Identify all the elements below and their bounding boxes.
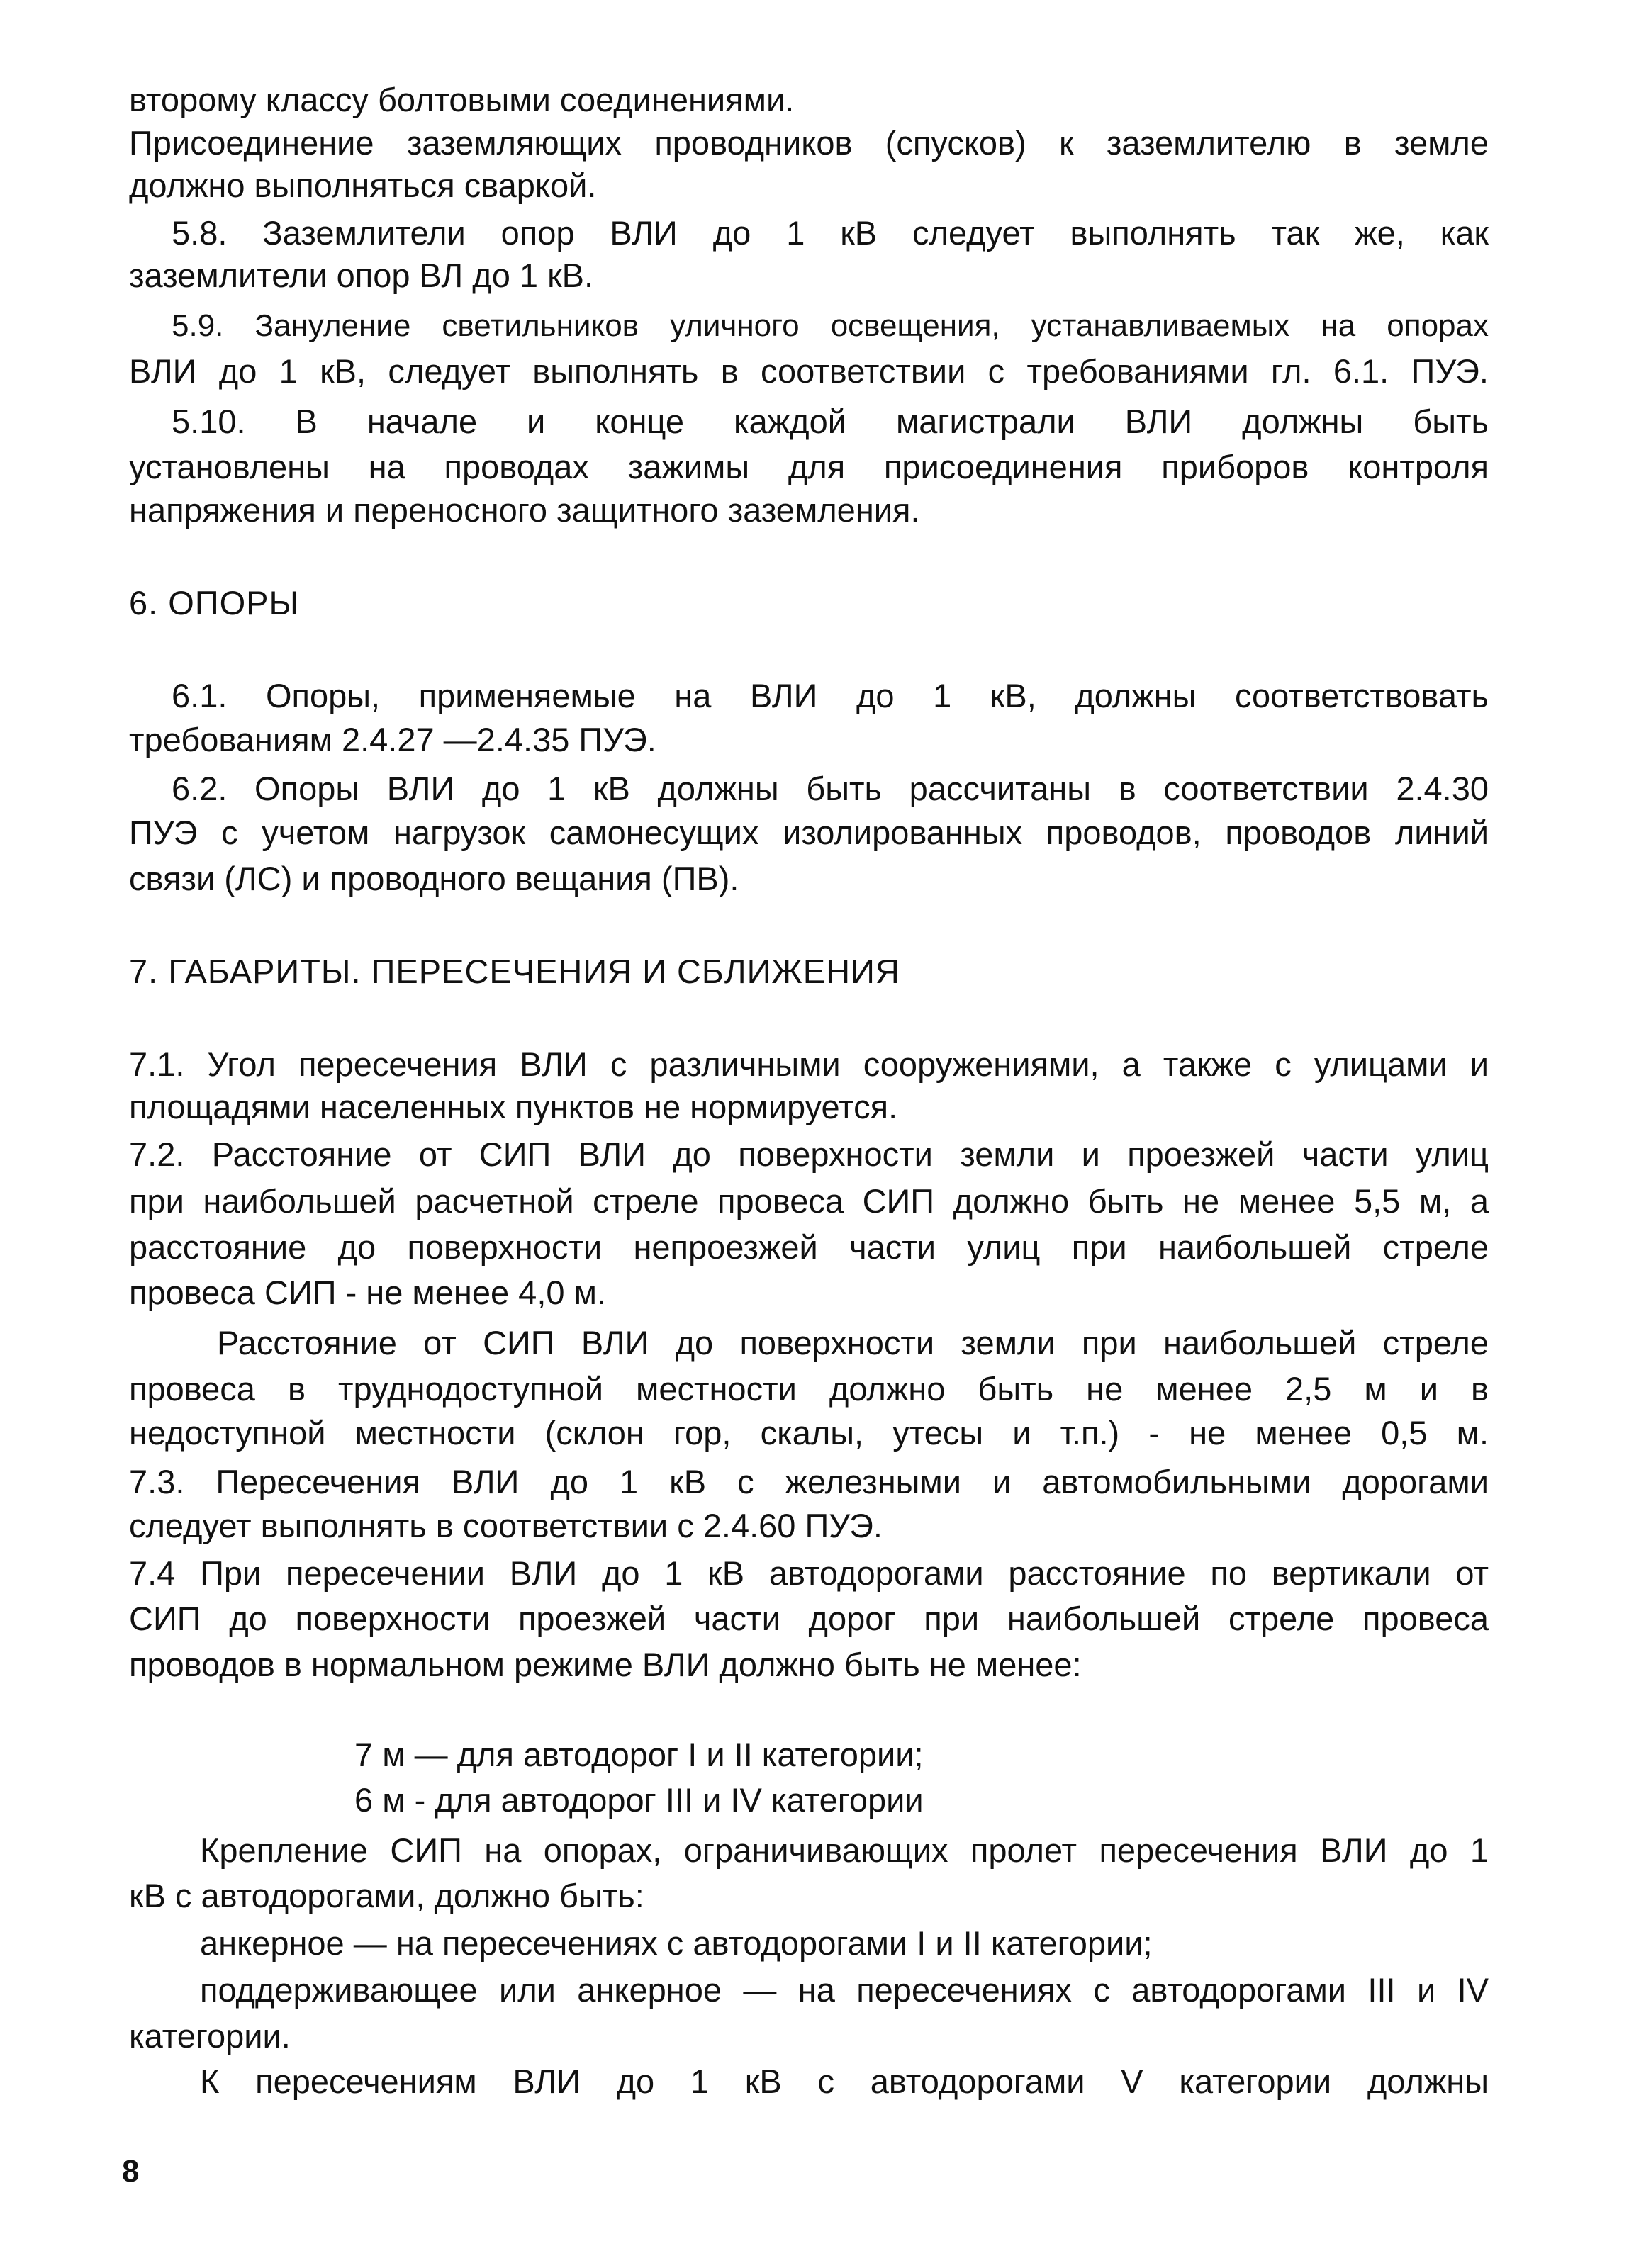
- text-line: площадями населенных пунктов не нормируется.: [129, 1088, 898, 1125]
- text-line: К пересечениям ВЛИ до 1 кВ с автодорогами V категории должны: [200, 2062, 1489, 2100]
- text-line: ПУЭ с учетом нагрузок самонесущих изолированных проводов, проводов линий: [129, 814, 1489, 851]
- text-line: провеса в труднодоступной местности должно быть не менее 2,5 м и в: [129, 1370, 1489, 1408]
- text-line: 6.1. Опоры, применяемые на ВЛИ до 1 кВ, должны соответствовать: [172, 677, 1489, 714]
- text-line: 5.10. В начале и конце каждой магистрали ВЛИ должны быть: [172, 403, 1489, 440]
- text-line: 7.3. Пересечения ВЛИ до 1 кВ с железными и автомобильными дорогами: [129, 1463, 1489, 1500]
- text-line: провеса СИП - не менее 4,0 м.: [129, 1274, 606, 1311]
- text-line: поддерживающее или анкерное — на пересечениях с автодорогами III и IV: [200, 1971, 1489, 2009]
- text-line: 5.9. Зануление светильников уличного освещения, устанавливаемых на опорах: [172, 308, 1489, 343]
- text-line: расстояние до поверхности непроезжей части улиц при наибольшей стреле: [129, 1228, 1489, 1266]
- text-line: кВ с автодорогами, должно быть:: [129, 1877, 644, 1914]
- text-line: Присоединение заземляющих проводников (спусков) к заземлителю в земле: [129, 124, 1489, 162]
- text-line: должно выполняться сваркой.: [129, 167, 597, 204]
- text-line: 7.1. Угол пересечения ВЛИ с различными сооружениями, а также с улицами и: [129, 1045, 1489, 1083]
- text-line: 6.2. Опоры ВЛИ до 1 кВ должны быть рассчитаны в соответствии 2.4.30: [172, 770, 1489, 807]
- text-line: ВЛИ до 1 кВ, следует выполнять в соответствии с требованиями гл. 6.1. ПУЭ.: [129, 352, 1489, 390]
- text-line: СИП до поверхности проезжей части дорог при наибольшей стреле провеса: [129, 1600, 1489, 1637]
- page-number: 8: [122, 2154, 140, 2189]
- section-heading: 6. ОПОРЫ: [129, 584, 300, 622]
- text-line: Расстояние от СИП ВЛИ до поверхности земли при наибольшей стреле: [217, 1324, 1489, 1362]
- text-line: анкерное — на пересечениях с автодорогами I и II категории;: [200, 1924, 1153, 1962]
- text-line: второму классу болтовыми соединениями.: [129, 81, 795, 118]
- text-line: следует выполнять в соответствии с 2.4.60 ПУЭ.: [129, 1507, 883, 1544]
- text-line: Крепление СИП на опорах, ограничивающих пролет пересечения ВЛИ до 1: [200, 1831, 1489, 1869]
- list-item: 6 м - для автодорог III и IV категории: [354, 1781, 924, 1819]
- text-line: напряжения и переносного защитного заземления.: [129, 491, 920, 529]
- text-line: установлены на проводах зажимы для присоединения приборов контроля: [129, 448, 1489, 485]
- text-line: связи (ЛС) и проводного вещания (ПВ).: [129, 860, 739, 897]
- text-line: 7.4 При пересечении ВЛИ до 1 кВ автодорогами расстояние по вертикали от: [129, 1554, 1489, 1592]
- text-line: категории.: [129, 2017, 291, 2055]
- text-line: заземлители опор ВЛ до 1 кВ.: [129, 257, 594, 294]
- text-line: требованиям 2.4.27 —2.4.35 ПУЭ.: [129, 721, 656, 758]
- section-heading: 7. ГАБАРИТЫ. ПЕРЕСЕЧЕНИЯ И СБЛИЖЕНИЯ: [129, 953, 900, 990]
- text-line: 5.8. Заземлители опор ВЛИ до 1 кВ следует выполнять так же, как: [172, 214, 1489, 252]
- text-line: недоступной местности (склон гор, скалы, утесы и т.п.) - не менее 0,5 м.: [129, 1414, 1489, 1452]
- text-line: при наибольшей расчетной стреле провеса СИП должно быть не менее 5,5 м, а: [129, 1182, 1489, 1220]
- list-item: 7 м — для автодорог I и II категории;: [354, 1736, 924, 1773]
- text-line: 7.2. Расстояние от СИП ВЛИ до поверхности земли и проезжей части улиц: [129, 1135, 1489, 1173]
- text-line: проводов в нормальном режиме ВЛИ должно быть не менее:: [129, 1646, 1082, 1683]
